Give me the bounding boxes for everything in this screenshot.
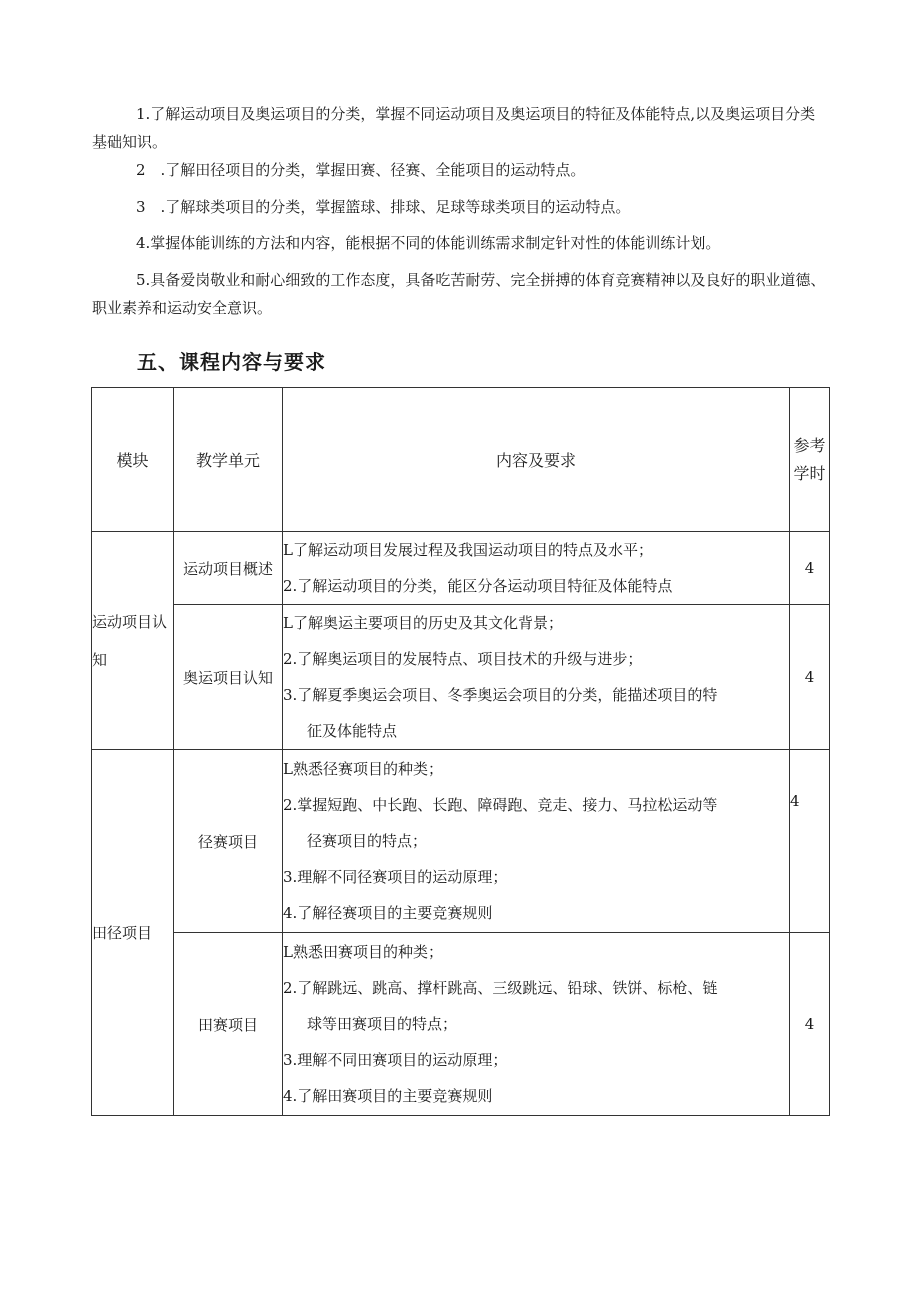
content-cell xyxy=(283,933,790,1116)
content-cell xyxy=(283,532,790,605)
table-row xyxy=(92,532,830,605)
content-item: L了解奥运主要项目的历史及其文化背景； xyxy=(283,614,563,632)
objective-5: 5.具备爱岗敬业和耐心细致的工作态度，具备吃苦耐劳、完全拼搏的体育竞赛精神以及良好的职业道德、职业素养和运动安全意识。 xyxy=(92,271,826,317)
hours-cell: 4 xyxy=(790,933,830,1116)
module-cell: 田径项目 xyxy=(92,750,174,1116)
unit-cell: 奥运项目认知 xyxy=(174,605,283,750)
objective-2: 2 .了解田径项目的分类，掌握田赛、径赛、全能项目的运动特点。 xyxy=(136,161,586,179)
unit-cell: 运动项目概述 xyxy=(174,532,283,605)
header-module: 模块 xyxy=(92,388,174,532)
content-cell xyxy=(283,605,790,750)
content-item: L熟悉田赛项目的种类； xyxy=(283,943,443,961)
content-item: 2.了解运动项目的分类，能区分各运动项目特征及体能特点 xyxy=(283,577,673,595)
objective-3: 3 .了解球类项目的分类，掌握篮球、排球、足球等球类项目的运动特点。 xyxy=(136,198,631,216)
content-item: 2.了解奥运项目的发展特点、项目技术的升级与进步； xyxy=(283,650,643,668)
content-item: 3.理解不同径赛项目的运动原理； xyxy=(283,868,508,886)
content-item: L熟悉径赛项目的种类； xyxy=(283,760,443,778)
header-content: 内容及要求 xyxy=(283,388,790,532)
section-title: 五、课程内容与要求 xyxy=(137,350,326,374)
unit-cell: 田赛项目 xyxy=(174,933,283,1116)
table-header-row xyxy=(92,388,830,532)
header-unit: 教学单元 xyxy=(174,388,283,532)
content-item: 4.了解径赛项目的主要竞赛规则 xyxy=(283,904,493,922)
content-cell xyxy=(283,750,790,933)
objective-1: 1.了解运动项目及奥运项目的分类，掌握不同运动项目及奥运项目的特征及体能特点,以及奥运项目分类基础知识。 xyxy=(92,105,816,151)
hours-cell: 4 xyxy=(790,750,830,933)
module-cell: 运动项目认知 xyxy=(92,532,174,750)
content-item: 径赛项目的特点； xyxy=(307,832,428,850)
table-row xyxy=(92,933,830,1116)
content-item: 3.了解夏季奥运会项目、冬季奥运会项目的分类，能描述项目的特 xyxy=(283,686,718,704)
content-item: L了解运动项目发展过程及我国运动项目的特点及水平； xyxy=(283,541,653,559)
content-item: 球等田赛项目的特点； xyxy=(307,1015,458,1033)
objective-4: 4.掌握体能训练的方法和内容，能根据不同的体能训练需求制定针对性的体能训练计划。 xyxy=(136,234,721,252)
hours-cell: 4 xyxy=(790,605,830,750)
content-item: 4.了解田赛项目的主要竞赛规则 xyxy=(283,1087,493,1105)
content-item: 2.掌握短跑、中长跑、长跑、障碍跑、竞走、接力、马拉松运动等 xyxy=(283,796,718,814)
unit-cell: 径赛项目 xyxy=(174,750,283,933)
hours-cell: 4 xyxy=(790,532,830,605)
table-row xyxy=(92,605,830,750)
content-item: 征及体能特点 xyxy=(307,722,398,740)
table-row xyxy=(92,750,830,933)
course-content-table xyxy=(91,387,830,1116)
header-hours: 参考学时 xyxy=(790,388,830,532)
content-item: 2.了解跳远、跳高、撑杆跳高、三级跳远、铅球、铁饼、标枪、链 xyxy=(283,979,718,997)
content-item: 3.理解不同田赛项目的运动原理； xyxy=(283,1051,508,1069)
